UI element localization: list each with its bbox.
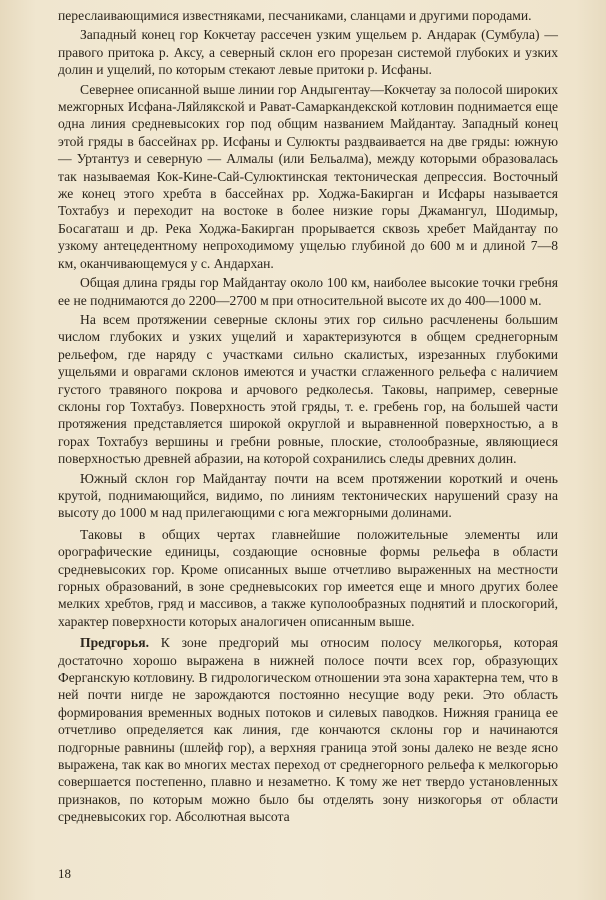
paragraph: Южный склон гор Майдантау почти на всем протяжении короткий и очень крутой, поднимающийся, видимо, по линиям тектонических нарушений сразу на высоту до 1000 м над прилегающими с юга межгорными долинами.: [58, 470, 558, 521]
paragraph: Таковы в общих чертах главнейшие положительные элементы или орографические единицы, создающие основные формы рельефа в области средневысоких гор. Кроме описанных выше отчетливо выраженных на местности горных образований, в зоне средневысоких гор имеется еще и много других более мелких хребтов, гряд и массивов, а также куполообразных поднятий и плоскогорий, характер поверхности которых аналогичен описанным выше.: [58, 526, 558, 629]
paragraph-text: К зоне предгорий мы относим полосу мелкогорья, которая достаточно хорошо выражена в нижней полосе почти всех гор, образующих Ферганскую котловину. В гидрологическом отношении эта зона характерна тем, что в ней почти нигде не зарождаются постоянно несущие воду реки. Это область формирования временных водных потоков и силевых паводков. Нижняя граница ее отчетливо определяется как линия, где кончаются склоны гор и начинаются подгорные равнины (шлейф гор), а верхняя граница этой зоны далеко не везде ясно выражена, так как во многих местах переход от среднегорного рельефа к мелкогорью совершается постепенно, плавно и незаметно. К тому же нет твердо установленных признаков, по которым можно было бы отделять зону низкогорья от области средневысоких гор. Абсолютная высота: [58, 635, 558, 825]
paragraph: Общая длина гряды гор Майдантау около 100 км, наиболее высокие точки гребня ее не поднимаются до 2200—2700 м при относительной высоте их до 400—1000 м.: [58, 275, 558, 308]
paragraph: Севернее описанной выше линии гор Андыгентау—Кокчетау за полосой широких межгорных Исфана-Ляйлякской и Рават-Самаркандекской котловин поднимается еще одна линия средневысоких гор под общим названием Майдантау. Западный конец этой гряды в бассейнах рр. Исфаны и Сулюкты раздваивается на две гряды: южную — Уртантуз и северную — Алмалы (или Бельалма), между которыми образовалась так называемая Кок-Кине-Сай-Сулюктинская тектоническая депрессия. Восточный же конец этого хребта в бассейнах рр. Ходжа-Бакирган и Исфары называется Тохтабуз и переходит на востоке в более низкие горы Джамангул, Шодимыр, Босагаташ и др. Река Ходжа-Бакирган прорывается сквозь хребет Майдантау по узкому антецедентному непроходимому ущелью глубиной до 600 м и длиной 7—8 км, оканчивающемуся у с. Андархан.: [58, 81, 558, 271]
page-number: 18: [58, 866, 71, 881]
paragraph-foothills: [58, 634, 558, 825]
paragraph: переслаивающимися известняками, песчаниками, сланцами и другими породами.: [58, 8, 532, 23]
section-heading: Предгорья.: [80, 635, 149, 651]
page-body: [58, 7, 558, 828]
paragraph: На всем протяжении северные склоны этих гор сильно расчленены большим числом глубоких и узких ущелий и характеризуются в общем среднегорным рельефом, где наряду с участками сильно скалистых, изрезанных глубокими ущельями и оврагами склонов имеются и участки сглаженного рельефа с наличием густого травяного покрова и арчового редколесья. Таковы, например, северные склоны гор Тохтабуз. Поверхность этой гряды, т. е. гребень гор, на большей части протяжения представляется широкой округлой и выравненной поверхностью, а в горах Тохтабуз вершины и гребни ровные, плоские, столообразные, являющиеся поверхностью древней абразии, на которой сохранились следы древних долин.: [58, 311, 558, 467]
paragraph: Западный конец гор Кокчетау рассечен узким ущельем р. Андарак (Сумбула) — правого притока р. Аксу, а северный склон его прорезан системой глубоких и узких долин и ущелий, по которым стекают левые притоки р. Исфаны.: [58, 27, 558, 78]
